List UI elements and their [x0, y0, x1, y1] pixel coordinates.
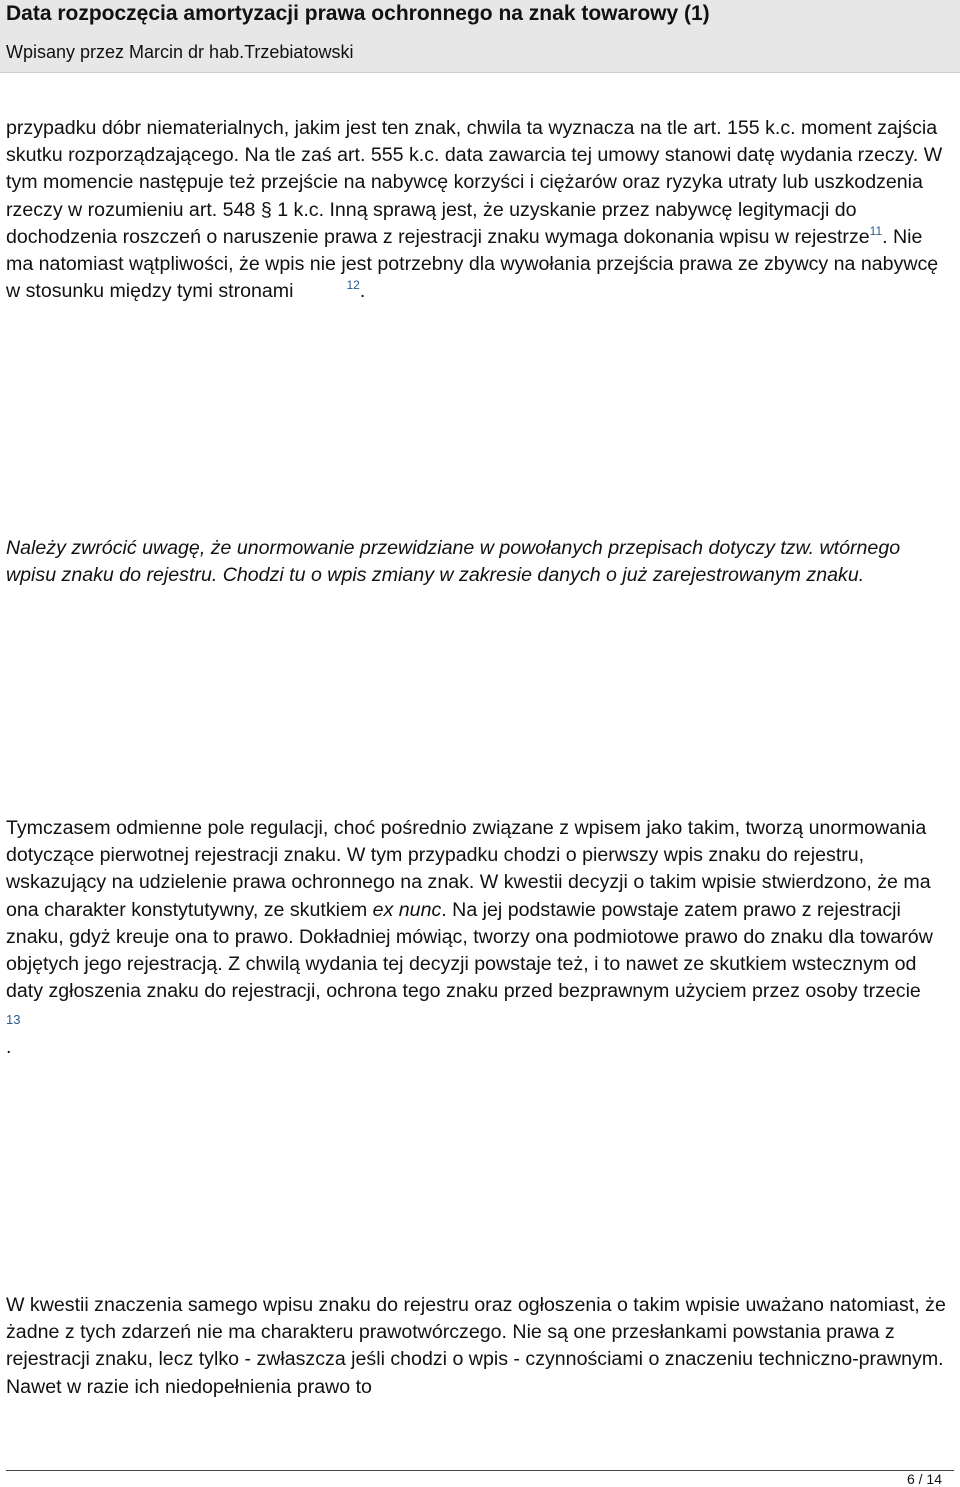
document-author: Wpisany przez Marcin dr hab.Trzebiatowski: [6, 42, 354, 62]
paragraph-2: Należy zwrócić uwagę, że unormowanie przewidziane w powołanych przepisach dotyczy tzw. wtórnego wpisu znaku do rejestru. Chodzi tu o wpis zmiany w zakresie danych o już zarejestrowanym znaku.: [6, 537, 901, 587]
document-title: Data rozpoczęcia amortyzacji prawa ochronnego na znak towarowy (1): [6, 2, 710, 25]
footnote-ref-13[interactable]: 13: [6, 1012, 21, 1028]
latin-phrase: ex nunc: [372, 898, 442, 921]
paragraph-text: przypadku dóbr niematerialnych, jakim jest ten znak, chwila ta wyznacza na tle art. 155 k.c. moment zajścia skutku rozporządzającego. Na tle zaś art. 555 k.c. data zawarcia tej umowy stanowi datę wydania rzeczy. W tym momencie następuje też przejście na nabywcę korzyści i ciężarów oraz ryzyka utraty lub uszkodzenia rzeczy w rozumieniu art. 548: [6, 117, 943, 221]
paragraph-text: . Na jej podstawie powstaje zatem prawo z rejestracji znaku, gdyż kreuje ona to prawo. Dokładniej mówiąc, tworzy ona podmiotowe prawo do znaku dla towarów objętych jego rejestracją. Z chwilą wydania tej decyzji powstaje też, i to nawet ze skutkiem wstecznym od daty zgłoszenia znaku do rejestracji, ochrona tego znaku przed bezprawnym użyciem przez osoby trzecie: [6, 898, 933, 1003]
section-sign: §: [260, 198, 272, 221]
paragraph-text: . Nie ma natomiast wątpliwości, że wpis nie jest potrzebny dla wywołania przejścia prawa ze zbywcy na nabywcę w stosunku między tymi stronami: [6, 225, 939, 303]
page-number: 6 / 14: [906, 1471, 942, 1487]
paragraph-text: .: [359, 280, 366, 303]
document-header: [0, 0, 960, 73]
paragraph-text: .: [6, 1035, 12, 1058]
paragraph-1: [6, 115, 951, 305]
paragraph-text: 1 k.c. Inną sprawą jest, że uzyskanie przez nabywcę legitymacji do dochodzenia roszczeń o naruszenie prawa z rejestracji znaku wymaga dokonania wpisu w rejestrze: [6, 198, 870, 248]
paragraph-3: [6, 815, 951, 1061]
footnote-ref-11[interactable]: 11: [869, 223, 883, 238]
footnote-ref-12[interactable]: 12: [346, 278, 360, 293]
paragraph-text: Tymczasem odmienne pole regulacji, choć pośrednio związane z wpisem jako takim, tworzą unormowania dotyczące pierwotnej rejestracji znaku. W tym przypadku chodzi o pierwszy wpis znaku do rejestru, wskazujący na udzielenie prawa ochronnego na znak. W kwestii decyzji o takim wpisie stwierdzono, że ma ona charakter konstytutywny, ze skutkiem: [6, 817, 931, 921]
paragraph-4: W kwestii znaczenia samego wpisu znaku do rejestru oraz ogłoszenia o takim wpisie uważano natomiast, że żadne z tych zdarzeń nie ma charakteru prawotwórczego. Nie są one przesłankami powstania prawa z rejestracji znaku, lecz tylko - zwłaszcza jeśli chodzi o wpis - czynnościami o znaczeniu techniczno-prawnym. Nawet w razie ich niedopełnienia prawo to: [6, 1294, 946, 1398]
footer-divider: [6, 1470, 954, 1471]
